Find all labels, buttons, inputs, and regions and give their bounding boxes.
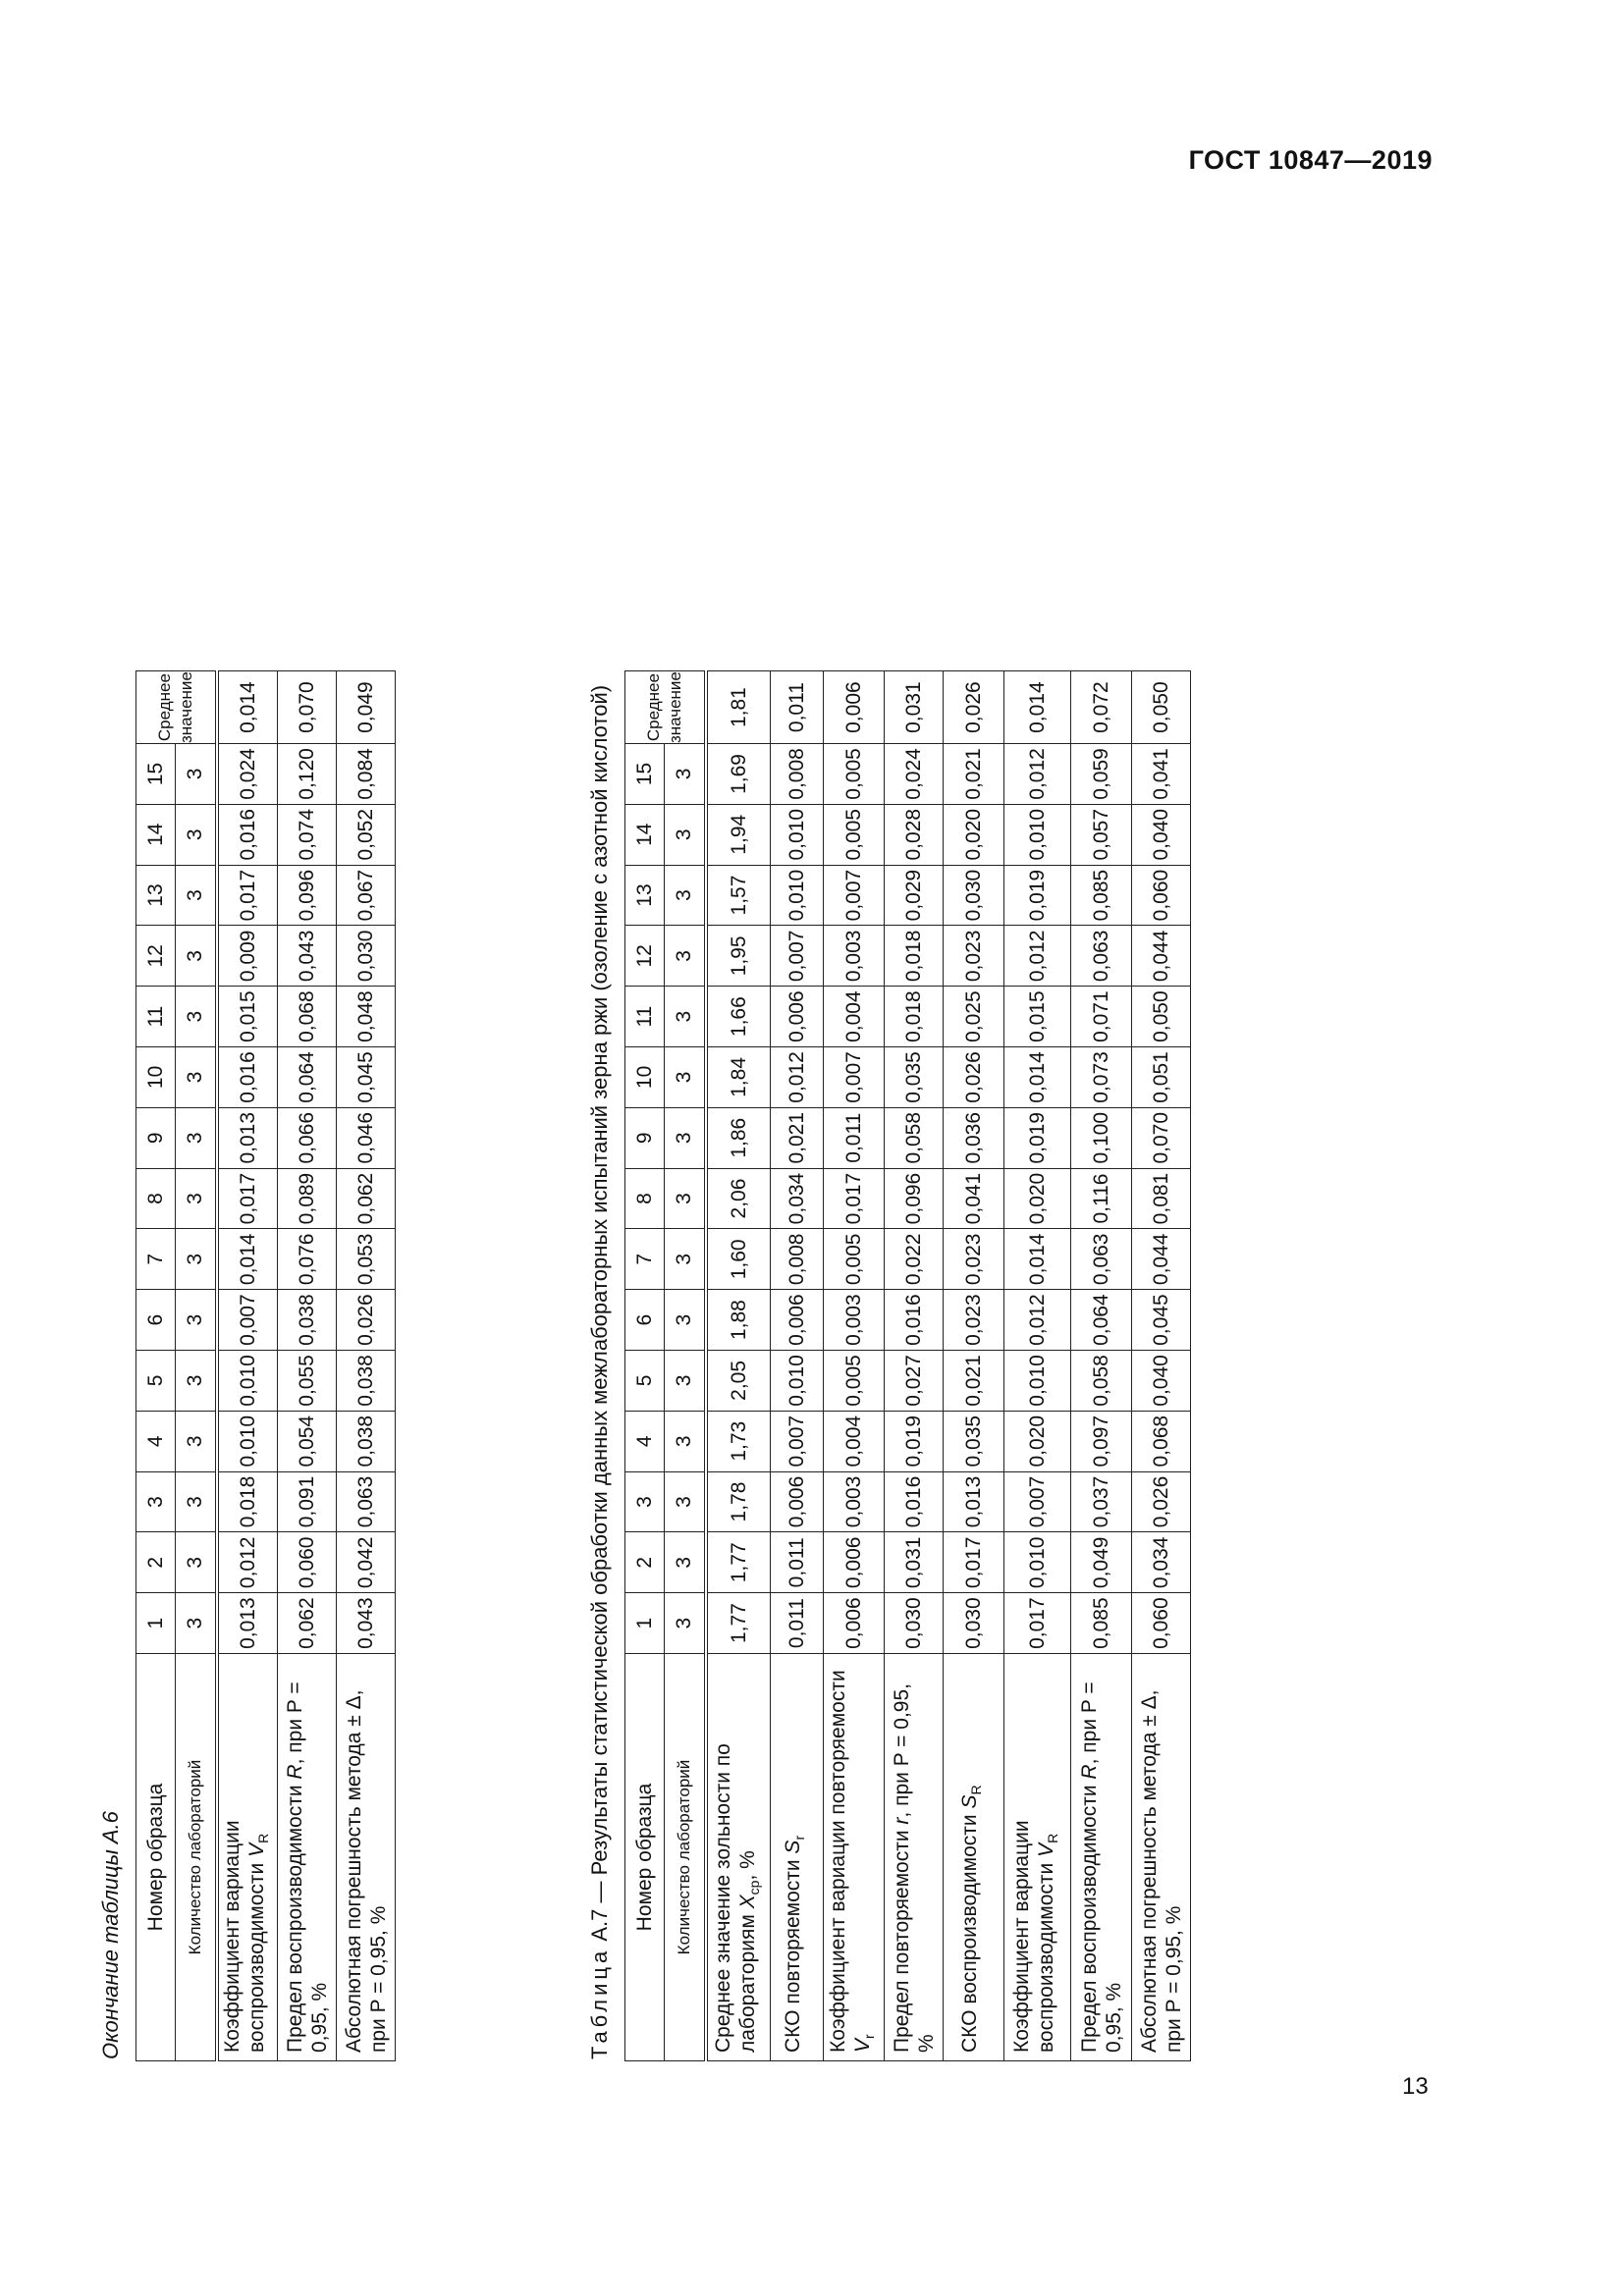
table_a7-value-cell: 0,022 — [885, 1229, 944, 1290]
table_a6-value-cell: 0,013 — [217, 1593, 278, 1654]
table_a6-sample-number: 10 — [136, 1047, 176, 1108]
table_a6-value-cell: 0,010 — [217, 1411, 278, 1471]
table_a7-value-cell: 0,063 — [1071, 926, 1132, 987]
table_a7-value-cell: 0,019 — [1004, 865, 1071, 926]
table_a7-value-cell: 1,86 — [706, 1107, 771, 1168]
table_a7-value-cell: 0,005 — [824, 1229, 885, 1290]
table_a7-value-cell: 1,77 — [706, 1593, 771, 1654]
table_a7-value-cell: 0,012 — [771, 1047, 824, 1108]
table_a7-row-subscript: r — [861, 2034, 878, 2039]
table_a6-sample-number: 13 — [136, 865, 176, 926]
table_a7-value-cell: 0,007 — [771, 1411, 824, 1471]
table_a7-value-cell: 0,085 — [1071, 1593, 1132, 1654]
table_a7-value-cell: 0,035 — [944, 1411, 1004, 1471]
table_a6-sample-number: 2 — [136, 1532, 176, 1593]
table_a7-mean-cell: 0,031 — [885, 671, 944, 744]
table_a6-sample-number: 15 — [136, 744, 176, 805]
table_a7-data-row — [771, 671, 824, 2061]
table_a7-value-cell: 0,013 — [944, 1471, 1004, 1532]
table_a6-row-symbol: R — [283, 1764, 306, 1780]
table_a6-labs-row — [176, 671, 217, 2061]
table_a7-value-cell: 0,034 — [1132, 1532, 1191, 1593]
table_a7-mean-cell: 0,011 — [771, 671, 824, 744]
table_a6-value-cell: 0,074 — [278, 804, 337, 865]
table_a6-value-cell: 0,017 — [217, 1168, 278, 1229]
table_a6-value-cell: 0,046 — [337, 1107, 396, 1168]
table_a7-value-cell: 0,058 — [1071, 1351, 1132, 1412]
table_a7-value-cell: 0,004 — [824, 1411, 885, 1471]
table_a6-mean-cell: 0,070 — [278, 671, 337, 744]
table_a6-labs-count: 3 — [176, 1047, 217, 1108]
table_a6-row-label: Абсолютная погрешность метода ± Δ, при P = 0,95, % — [337, 1654, 396, 2061]
table_a6-value-cell: 0,096 — [278, 865, 337, 926]
table_a6-value-cell: 0,042 — [337, 1532, 396, 1593]
table_a7-value-cell: 0,010 — [1004, 804, 1071, 865]
table_a6-labs-count: 3 — [176, 1168, 217, 1229]
table_a6-value-cell: 0,010 — [217, 1351, 278, 1412]
table_a7-value-cell: 0,015 — [1004, 987, 1071, 1047]
table_a7-value-cell: 0,041 — [944, 1168, 1004, 1229]
table_a7-value-cell: 0,026 — [944, 1047, 1004, 1108]
table_a6-row-subscript: R — [254, 1833, 271, 1843]
table_a7-value-cell: 0,040 — [1132, 804, 1191, 865]
table_a7-value-cell: 0,023 — [944, 926, 1004, 987]
table_a7-value-cell: 1,88 — [706, 1290, 771, 1351]
table_a6-value-cell: 0,017 — [217, 865, 278, 926]
table_a7-value-cell: 0,017 — [944, 1532, 1004, 1593]
table_a7-row-symbol: r — [890, 1817, 913, 1825]
table_a7-value-cell: 0,020 — [1004, 1411, 1071, 1471]
table_a7-value-cell: 0,058 — [885, 1107, 944, 1168]
table_a7-data-row — [824, 671, 885, 2061]
table_a7-value-cell: 0,026 — [1132, 1471, 1191, 1532]
table_a7-value-cell: 0,021 — [944, 1351, 1004, 1412]
table_a7-value-cell: 1,60 — [706, 1229, 771, 1290]
table_a7-value-cell: 0,016 — [885, 1290, 944, 1351]
table_a6-labs-count: 3 — [176, 1107, 217, 1168]
table_a7-value-cell: 0,017 — [1004, 1593, 1071, 1654]
table_a7-row-subscript: R — [968, 1785, 985, 1795]
table_a7-value-cell: 0,003 — [824, 1290, 885, 1351]
table_a7-data-row — [1004, 671, 1071, 2061]
table_a7-row-subscript: r — [791, 1835, 808, 1841]
table_a7-labs-count: 3 — [665, 1290, 706, 1351]
table_a6-row-label: Коэффициент вариации воспроизводимости $V_R$ — [217, 1654, 278, 2061]
table_a7-header-labs: Количество лабораторий — [665, 1654, 706, 2061]
table_a7-value-cell: 0,044 — [1132, 1229, 1191, 1290]
table_a7-value-cell: 0,012 — [1004, 926, 1071, 987]
table_a7-sample-number: 7 — [625, 1229, 665, 1290]
table_a7-row-symbol: S — [782, 1840, 805, 1854]
table_a7-mean-cell: 0,006 — [824, 671, 885, 744]
table_a6-value-cell: 0,053 — [337, 1229, 396, 1290]
table_a7-value-cell: 0,073 — [1071, 1047, 1132, 1108]
table_a6-value-cell: 0,038 — [278, 1290, 337, 1351]
table_a6-mean-cell: 0,049 — [337, 671, 396, 744]
table_a6-row-symbol: V — [244, 1842, 268, 1857]
table_a7-value-cell: 0,027 — [885, 1351, 944, 1412]
table_a7-value-cell: 1,78 — [706, 1471, 771, 1532]
table_a6-header-labs: Количество лабораторий — [176, 1654, 217, 2061]
table_a6-value-cell: 0,043 — [337, 1593, 396, 1654]
table_a6-value-cell: 0,091 — [278, 1471, 337, 1532]
table_a7-value-cell: 0,018 — [885, 987, 944, 1047]
table_a7-labs-count: 3 — [665, 1168, 706, 1229]
table_a6-value-cell: 0,018 — [217, 1471, 278, 1532]
table_a7-value-cell: 1,69 — [706, 744, 771, 805]
table_a6-value-cell: 0,026 — [337, 1290, 396, 1351]
table_a7-value-cell: 0,031 — [885, 1532, 944, 1593]
table_a6-value-cell: 0,012 — [217, 1532, 278, 1593]
table_a7-row-symbol: S — [958, 1794, 982, 1809]
table_a7-value-cell: 0,059 — [1071, 744, 1132, 805]
table_a7-labs-count: 3 — [665, 804, 706, 865]
page-number: 13 — [1402, 2073, 1429, 2100]
table_a6-value-cell: 0,052 — [337, 804, 396, 865]
table_a6-labs-count: 3 — [176, 865, 217, 926]
table_a7-sample-number: 9 — [625, 1107, 665, 1168]
table_a7-labs-count: 3 — [665, 865, 706, 926]
table_a7-labs-count: 3 — [665, 1107, 706, 1168]
table_a6-value-cell: 0,120 — [278, 744, 337, 805]
table_a7-value-cell: 0,068 — [1132, 1411, 1191, 1471]
table_a7-value-cell: 0,023 — [944, 1290, 1004, 1351]
table_a7-value-cell: 1,66 — [706, 987, 771, 1047]
table_a7-value-cell: 0,010 — [771, 804, 824, 865]
table_a6-sample-number: 1 — [136, 1593, 176, 1654]
table_a7-value-cell: 0,007 — [824, 1047, 885, 1108]
table_a7-value-cell: 0,011 — [771, 1593, 824, 1654]
table_a7-value-cell: 1,94 — [706, 804, 771, 865]
table_a7-value-cell: 0,020 — [1004, 1168, 1071, 1229]
table_a6-labs-count: 3 — [176, 1593, 217, 1654]
table_a7-value-cell: 0,014 — [1004, 1229, 1071, 1290]
table_a7-value-cell: 0,012 — [1004, 744, 1071, 805]
table_a6-value-cell: 0,064 — [278, 1047, 337, 1108]
table_a7-sample-number: 4 — [625, 1411, 665, 1471]
table-a7 — [624, 670, 1191, 2061]
table_a7-value-cell: 0,021 — [944, 744, 1004, 805]
table_a7-sample-number: 3 — [625, 1471, 665, 1532]
table_a7-value-cell: 1,95 — [706, 926, 771, 987]
table_a6-data-row — [337, 671, 396, 2061]
table_a7-value-cell: 0,037 — [1071, 1471, 1132, 1532]
table_a7-value-cell: 0,045 — [1132, 1290, 1191, 1351]
table_a6-value-cell: 0,055 — [278, 1351, 337, 1412]
table_a7-value-cell: 0,050 — [1132, 987, 1191, 1047]
table_a7-mean-cell: 0,014 — [1004, 671, 1071, 744]
table_a6-value-cell: 0,016 — [217, 804, 278, 865]
table_a7-mean-cell: 0,072 — [1071, 671, 1132, 744]
table_a6-labs-count: 3 — [176, 1290, 217, 1351]
table_a6-sample-number: 5 — [136, 1351, 176, 1412]
table_a6-value-cell: 0,062 — [337, 1168, 396, 1229]
table_a6-labs-count: 3 — [176, 1411, 217, 1471]
table_a7-value-cell: 0,100 — [1071, 1107, 1132, 1168]
table_a7-value-cell: 0,044 — [1132, 926, 1191, 987]
table_a7-labs-count: 3 — [665, 987, 706, 1047]
table_a7-value-cell: 0,007 — [1004, 1471, 1071, 1532]
table_a6-labs-count: 3 — [176, 744, 217, 805]
table_a7-value-cell: 0,071 — [1071, 987, 1132, 1047]
table_a7-value-cell: 0,019 — [1004, 1107, 1071, 1168]
table_a7-sample-number: 1 — [625, 1593, 665, 1654]
table_a6-mean-cell: 0,014 — [217, 671, 278, 744]
table_a7-value-cell: 0,021 — [771, 1107, 824, 1168]
table_a7-value-cell: 0,006 — [824, 1593, 885, 1654]
table_a6-sample-number: 6 — [136, 1290, 176, 1351]
table_a7-value-cell: 0,011 — [771, 1532, 824, 1593]
table_a7-value-cell: 0,034 — [771, 1168, 824, 1229]
table_a6-sample-number: 14 — [136, 804, 176, 865]
table-a7-caption-title: А.7 — Результаты статистической обработки данных межлабораторных испытаний зерна ржи (озоление с азотной кислотой) — [587, 684, 612, 1948]
table-a7-block — [587, 670, 1191, 2061]
table_a7-labs-count: 3 — [665, 1532, 706, 1593]
table_a7-header-sample: Номер образца — [625, 1654, 665, 2061]
table_a7-labs-row — [665, 671, 706, 2061]
table_a6-value-cell: 0,076 — [278, 1229, 337, 1290]
table_a7-sample-number: 14 — [625, 804, 665, 865]
table_a6-sample-number: 8 — [136, 1168, 176, 1229]
table_a7-value-cell: 0,063 — [1071, 1229, 1132, 1290]
table_a6-value-cell: 0,007 — [217, 1290, 278, 1351]
table_a6-value-cell: 0,048 — [337, 987, 396, 1047]
table_a7-data-row — [706, 671, 771, 2061]
table_a7-labs-count: 3 — [665, 744, 706, 805]
table_a7-value-cell: 0,085 — [1071, 865, 1132, 926]
table_a6-sample-number: 9 — [136, 1107, 176, 1168]
table_a7-value-cell: 0,030 — [944, 865, 1004, 926]
table_a7-data-row — [1071, 671, 1132, 2061]
table_a7-value-cell: 0,006 — [771, 1290, 824, 1351]
table_a7-value-cell: 0,028 — [885, 804, 944, 865]
table_a7-value-cell: 0,060 — [1132, 865, 1191, 926]
table_a7-sample-number: 11 — [625, 987, 665, 1047]
table_a7-value-cell: 0,011 — [824, 1107, 885, 1168]
table_a6-value-cell: 0,084 — [337, 744, 396, 805]
table_a6-labs-count: 3 — [176, 1532, 217, 1593]
table_a7-row-symbol: X — [735, 1895, 759, 1909]
table_a6-value-cell: 0,068 — [278, 987, 337, 1047]
table_a7-value-cell: 0,004 — [824, 987, 885, 1047]
table_a7-row-symbol: R — [1077, 1764, 1101, 1780]
table_a6-value-cell: 0,054 — [278, 1411, 337, 1471]
table-a6-caption: Окончание таблицы А.6 — [98, 1811, 123, 2059]
table-a7-caption — [587, 670, 613, 2061]
table_a7-value-cell: 0,007 — [824, 865, 885, 926]
table_a6-labs-count: 3 — [176, 1351, 217, 1412]
table_a7-value-cell: 1,73 — [706, 1411, 771, 1471]
table_a7-value-cell: 0,006 — [771, 987, 824, 1047]
table_a7-labs-count: 3 — [665, 1047, 706, 1108]
table_a7-value-cell: 0,012 — [1004, 1290, 1071, 1351]
table_a7-sample-number: 2 — [625, 1532, 665, 1593]
table_a7-value-cell: 0,057 — [1071, 804, 1132, 865]
table_a7-row-label: Предел повторяемости r, при P = 0,95, % — [885, 1654, 944, 2061]
table_a7-data-row — [1132, 671, 1191, 2061]
table_a7-value-cell: 1,84 — [706, 1047, 771, 1108]
table_a7-value-cell: 1,77 — [706, 1532, 771, 1593]
table_a7-value-cell: 0,040 — [1132, 1351, 1191, 1412]
table_a7-value-cell: 0,096 — [885, 1168, 944, 1229]
table_a7-value-cell: 0,017 — [824, 1168, 885, 1229]
table_a7-value-cell: 0,024 — [885, 744, 944, 805]
table_a6-value-cell: 0,009 — [217, 926, 278, 987]
table_a7-labs-count: 3 — [665, 926, 706, 987]
table-a7-caption-prefix: Таблица — [587, 1947, 612, 2059]
table_a6-value-cell: 0,060 — [278, 1532, 337, 1593]
table_a6-sample-row — [136, 671, 176, 2061]
table_a7-value-cell: 0,008 — [771, 1229, 824, 1290]
table_a7-row-symbol: V — [850, 2038, 874, 2053]
table_a6-value-cell: 0,066 — [278, 1107, 337, 1168]
table_a7-value-cell: 0,097 — [1071, 1411, 1132, 1471]
table_a7-row-label: Предел воспроизводимости R, при P = 0,95, % — [1071, 1654, 1132, 2061]
table_a7-value-cell: 0,005 — [824, 1351, 885, 1412]
table_a6-header-sample: Номер образца — [136, 1654, 176, 2061]
table_a7-value-cell: 0,016 — [885, 1471, 944, 1532]
table_a6-value-cell: 0,067 — [337, 865, 396, 926]
table_a7-value-cell: 0,030 — [885, 1593, 944, 1654]
table_a7-sample-number: 13 — [625, 865, 665, 926]
table_a6-data-row — [217, 671, 278, 2061]
table_a6-value-cell: 0,030 — [337, 926, 396, 987]
table_a6-labs-count: 3 — [176, 1471, 217, 1532]
table_a6-mean-header: Среднее значение — [136, 671, 217, 744]
table_a7-value-cell: 0,005 — [824, 804, 885, 865]
table_a7-value-cell: 0,023 — [944, 1229, 1004, 1290]
table_a7-value-cell: 0,020 — [944, 804, 1004, 865]
table_a6-sample-number: 7 — [136, 1229, 176, 1290]
table_a7-value-cell: 0,081 — [1132, 1168, 1191, 1229]
table_a7-sample-number: 12 — [625, 926, 665, 987]
table_a7-row-label: СКО повторяемости $S_r$ — [771, 1654, 824, 2061]
table_a6-value-cell: 0,089 — [278, 1168, 337, 1229]
table_a6-labs-count: 3 — [176, 987, 217, 1047]
table_a7-sample-number: 15 — [625, 744, 665, 805]
table_a7-value-cell: 0,006 — [771, 1471, 824, 1532]
table_a7-row-label: Коэффициент вариации воспроизводимости $V_R$ — [1004, 1654, 1071, 2061]
table_a7-value-cell: 1,57 — [706, 865, 771, 926]
table_a7-mean-cell: 0,050 — [1132, 671, 1191, 744]
table_a7-mean-header: Среднее значение — [625, 671, 706, 744]
table_a6-value-cell: 0,045 — [337, 1047, 396, 1108]
table_a7-row-label: СКО воспроизводимости $S_R$ — [944, 1654, 1004, 2061]
table_a7-sample-number: 8 — [625, 1168, 665, 1229]
table_a6-sample-number: 11 — [136, 987, 176, 1047]
table_a7-value-cell: 0,064 — [1071, 1290, 1132, 1351]
table_a7-value-cell: 0,019 — [885, 1411, 944, 1471]
table_a7-value-cell: 0,116 — [1071, 1168, 1132, 1229]
table_a7-value-cell: 0,010 — [1004, 1351, 1071, 1412]
table_a7-labs-count: 3 — [665, 1593, 706, 1654]
table_a7-row-subscript: R — [1045, 1833, 1061, 1843]
table_a7-value-cell: 0,003 — [824, 1471, 885, 1532]
table_a7-labs-count: 3 — [665, 1229, 706, 1290]
table_a7-value-cell: 0,018 — [885, 926, 944, 987]
table_a7-value-cell: 0,029 — [885, 865, 944, 926]
table_a7-value-cell: 0,006 — [824, 1532, 885, 1593]
table_a7-value-cell: 0,007 — [771, 926, 824, 987]
table_a7-sample-number: 6 — [625, 1290, 665, 1351]
table_a7-value-cell: 0,014 — [1004, 1047, 1071, 1108]
table_a6-value-cell: 0,038 — [337, 1411, 396, 1471]
table_a7-row-label: Среднее значение зольности по лабораториям $X_{ср}$, % — [706, 1654, 771, 2061]
table_a7-mean-cell: 1,81 — [706, 671, 771, 744]
table_a6-value-cell: 0,024 — [217, 744, 278, 805]
table-a6 — [135, 670, 396, 2061]
table_a7-row-symbol: V — [1034, 1842, 1057, 1857]
table_a7-labs-count: 3 — [665, 1351, 706, 1412]
table_a6-value-cell: 0,016 — [217, 1047, 278, 1108]
table_a6-labs-count: 3 — [176, 1229, 217, 1290]
table_a6-sample-number: 12 — [136, 926, 176, 987]
table_a7-row-label: Коэффициент вариации повторяемости $V_r$ — [824, 1654, 885, 2061]
table_a7-value-cell: 0,010 — [771, 1351, 824, 1412]
table_a7-value-cell: 0,036 — [944, 1107, 1004, 1168]
table_a6-data-row — [278, 671, 337, 2061]
table_a7-value-cell: 0,010 — [771, 865, 824, 926]
table-a6-block — [98, 670, 396, 2061]
standard-designation: ГОСТ 10847—2019 — [1188, 145, 1433, 175]
table_a7-data-row — [944, 671, 1004, 2061]
table_a6-value-cell: 0,014 — [217, 1229, 278, 1290]
table_a6-value-cell: 0,038 — [337, 1351, 396, 1412]
table_a7-labs-count: 3 — [665, 1471, 706, 1532]
table_a7-data-row — [885, 671, 944, 2061]
table_a7-value-cell: 0,060 — [1132, 1593, 1191, 1654]
table_a6-sample-number: 4 — [136, 1411, 176, 1471]
table_a7-value-cell: 0,030 — [944, 1593, 1004, 1654]
table_a7-sample-number: 5 — [625, 1351, 665, 1412]
table_a7-value-cell: 0,003 — [824, 926, 885, 987]
table_a7-mean-cell: 0,026 — [944, 671, 1004, 744]
table_a6-labs-count: 3 — [176, 804, 217, 865]
table_a7-value-cell: 0,025 — [944, 987, 1004, 1047]
table_a6-value-cell: 0,063 — [337, 1471, 396, 1532]
table_a7-value-cell: 0,070 — [1132, 1107, 1191, 1168]
table_a7-labs-count: 3 — [665, 1411, 706, 1471]
table_a7-sample-number: 10 — [625, 1047, 665, 1108]
table_a6-value-cell: 0,015 — [217, 987, 278, 1047]
table_a7-value-cell: 0,041 — [1132, 744, 1191, 805]
table_a7-value-cell: 0,035 — [885, 1047, 944, 1108]
table_a7-sample-row — [625, 671, 665, 2061]
table_a7-row-label: Абсолютная погрешность метода ± Δ, при P = 0,95, % — [1132, 1654, 1191, 2061]
table_a6-sample-number: 3 — [136, 1471, 176, 1532]
table_a6-labs-count: 3 — [176, 926, 217, 987]
table_a6-value-cell: 0,062 — [278, 1593, 337, 1654]
table_a6-value-cell: 0,043 — [278, 926, 337, 987]
table_a7-value-cell: 0,005 — [824, 744, 885, 805]
table_a7-value-cell: 2,06 — [706, 1168, 771, 1229]
table_a7-value-cell: 2,05 — [706, 1351, 771, 1412]
table_a7-value-cell: 0,008 — [771, 744, 824, 805]
table_a7-value-cell: 0,010 — [1004, 1532, 1071, 1593]
table_a7-row-subscript: ср — [745, 1880, 762, 1896]
table_a6-row-label: Предел воспроизводимости R, при P = 0,95, % — [278, 1654, 337, 2061]
table_a6-value-cell: 0,013 — [217, 1107, 278, 1168]
table_a7-value-cell: 0,051 — [1132, 1047, 1191, 1108]
table_a7-value-cell: 0,049 — [1071, 1532, 1132, 1593]
